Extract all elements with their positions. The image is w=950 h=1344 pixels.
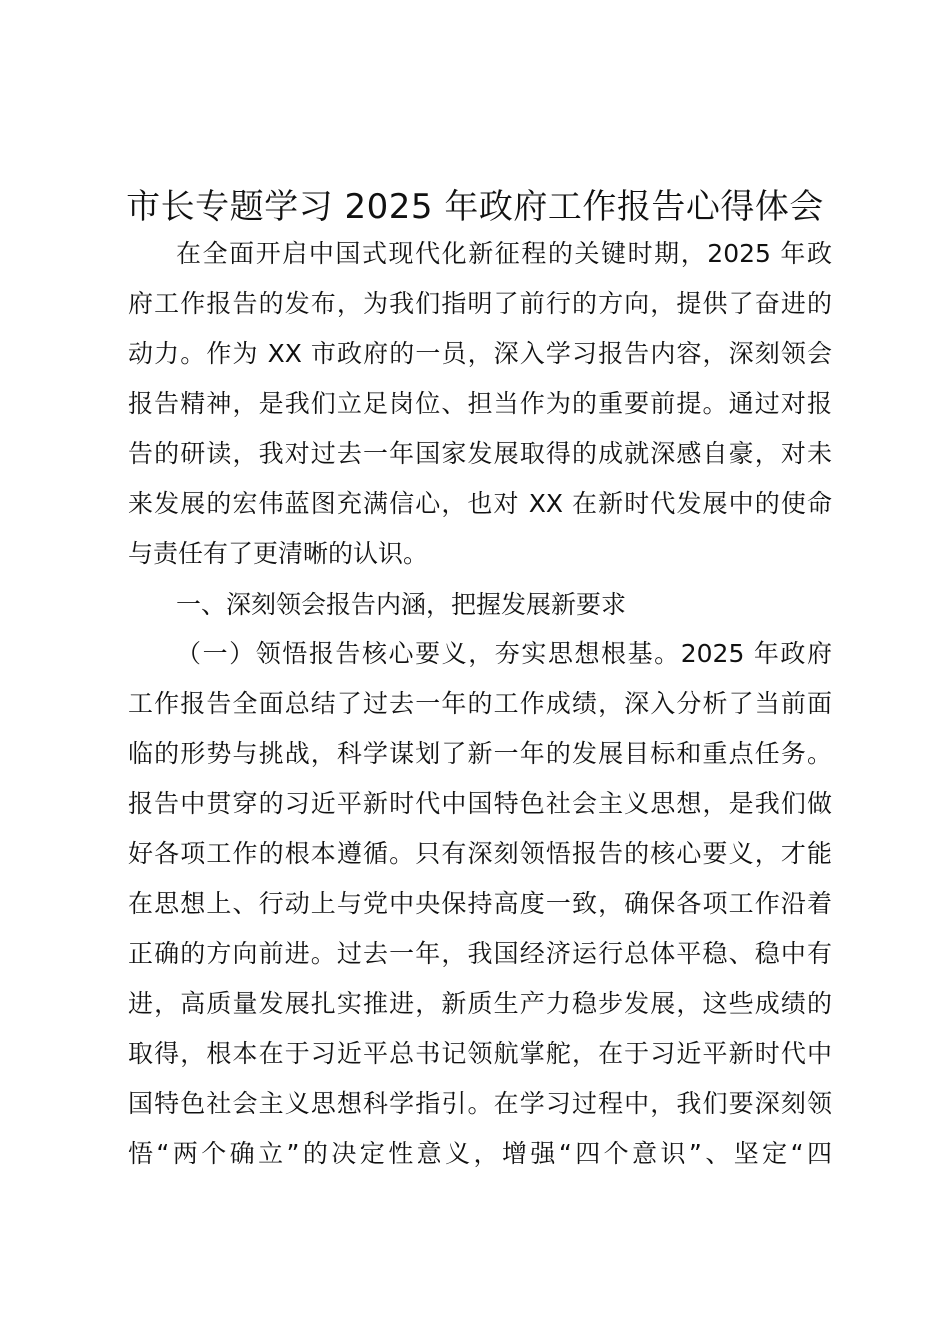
paragraph-line: 工作报告全面总结了过去一年的工作成绩，深入分析了当前面: [128, 689, 832, 718]
section-heading: 一、深刻领会报告内涵，把握发展新要求: [176, 590, 627, 619]
paragraph-line: 取得，根本在于习近平总书记领航掌舵，在于习近平新时代中: [128, 1039, 832, 1068]
paragraph-line: 来发展的宏伟蓝图充满信心，也对 XX 在新时代发展中的使命: [128, 489, 832, 518]
paragraph-line: 好各项工作的根本遵循。只有深刻领悟报告的核心要义，才能: [128, 839, 832, 868]
paragraph-line: 动力。作为 XX 市政府的一员，深入学习报告内容，深刻领会: [128, 339, 832, 368]
paragraph-line: 在全面开启中国式现代化新征程的关键时期，2025 年政: [176, 239, 832, 268]
paragraph-line: 悟“两个确立”的决定性意义，增强“四个意识”、坚定“四: [128, 1139, 832, 1168]
paragraph-line: 正确的方向前进。过去一年，我国经济运行总体平稳、稳中有: [128, 939, 832, 968]
paragraph-line: 告的研读，我对过去一年国家发展取得的成就深感自豪，对未: [128, 439, 832, 468]
paragraph-line: 国特色社会主义思想科学指引。在学习过程中，我们要深刻领: [128, 1089, 832, 1118]
paragraph-line: 在思想上、行动上与党中央保持高度一致，确保各项工作沿着: [128, 889, 832, 918]
subsection-line: （一）领悟报告核心要义，夯实思想根基。2025 年政府: [176, 639, 832, 668]
paragraph-line: 报告中贯穿的习近平新时代中国特色社会主义思想，是我们做: [128, 789, 832, 818]
document-title: 市长专题学习 2025 年政府工作报告心得体会: [126, 187, 824, 227]
paragraph-line: 临的形势与挑战，科学谋划了新一年的发展目标和重点任务。: [128, 739, 832, 768]
paragraph-line: 府工作报告的发布，为我们指明了前行的方向，提供了奋进的: [128, 289, 832, 318]
paragraph-line: 报告精神，是我们立足岗位、担当作为的重要前提。通过对报: [128, 389, 832, 418]
paragraph-line: 与责任有了更清晰的认识。: [128, 539, 429, 568]
paragraph-line: 进，高质量发展扎实推进，新质生产力稳步发展，这些成绩的: [128, 989, 832, 1018]
